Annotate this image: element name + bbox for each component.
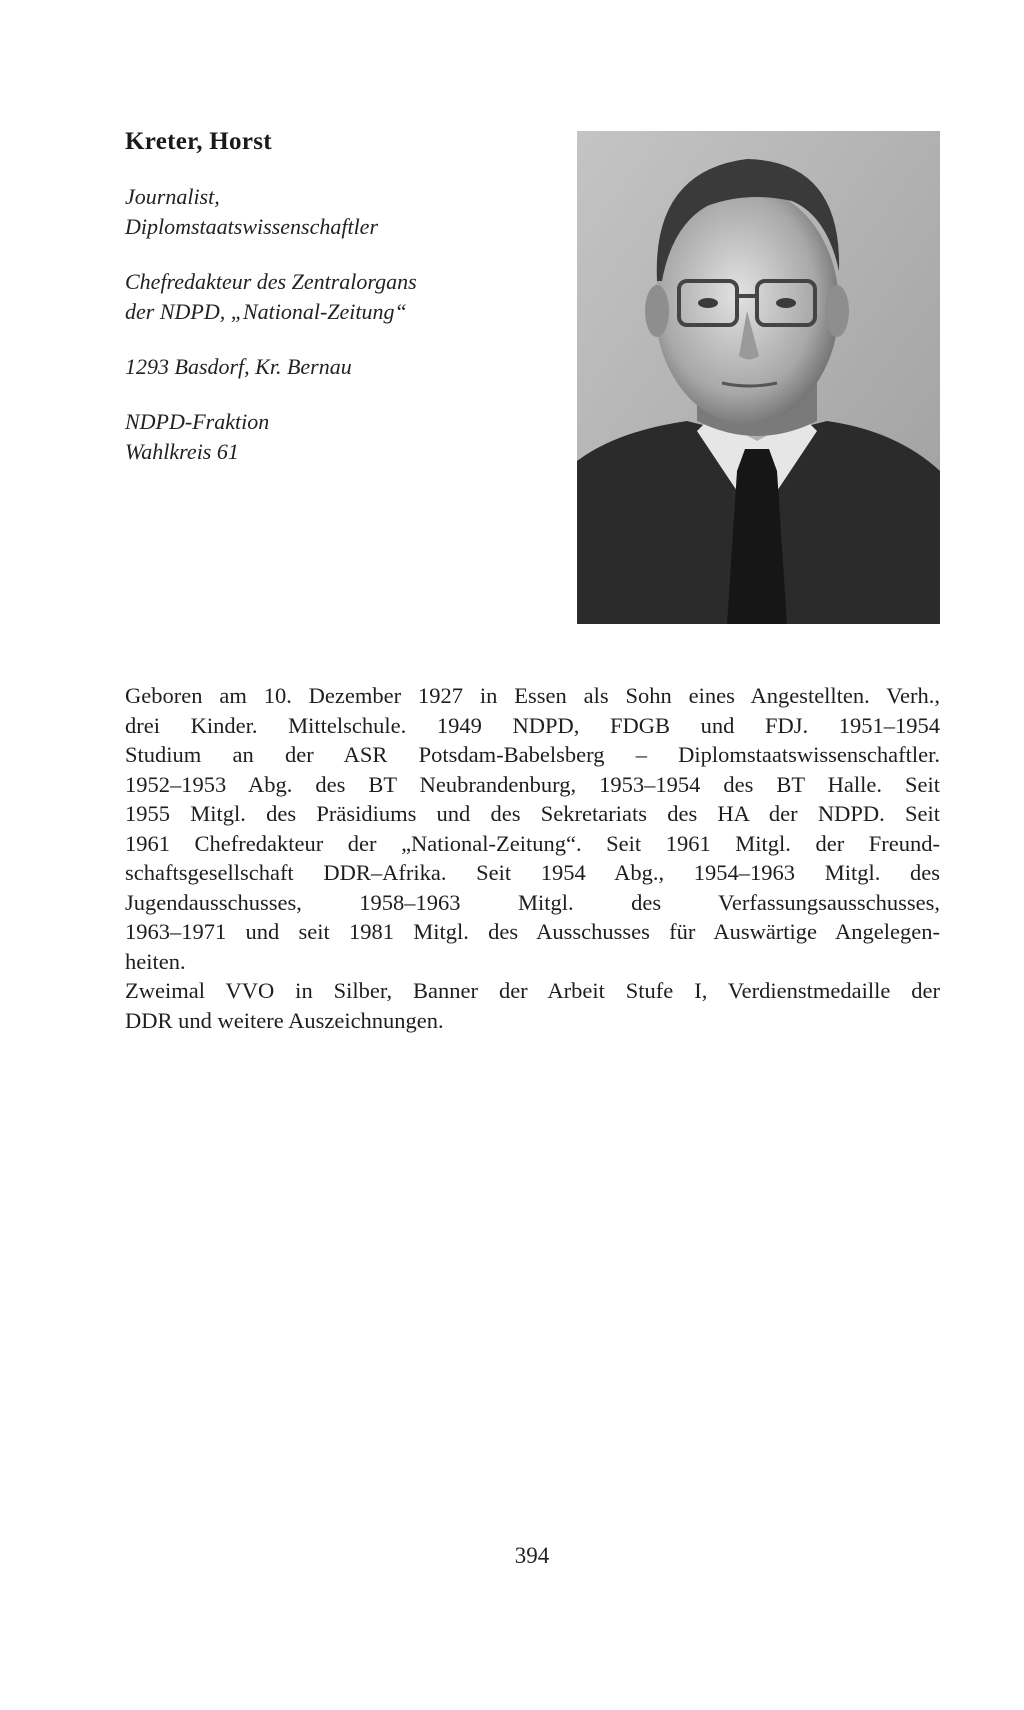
address-line: 1293 Basdorf, Kr. Bernau — [125, 354, 352, 379]
awards-line: Zweimal VVO in Silber, Banner der Arbeit Stufe I, Verdienstmedaille der — [125, 978, 940, 1003]
biography-line: heiten. — [125, 948, 186, 974]
biography-line: drei Kinder. Mittelschule. 1949 NDPD, FDGB und FDJ. 1951–1954 — [125, 712, 940, 738]
person-name: Kreter, Horst — [125, 128, 272, 155]
biography-line: 1963–1971 und seit 1981 Mitgl. des Ausschusses für Auswärtige Angelegen- — [125, 919, 940, 944]
biography-line: schaftsgesellschaft DDR–Afrika. Seit 1954 Abg., 1954–1963 Mitgl. des — [125, 860, 940, 885]
position — [125, 267, 565, 327]
portrait-photo — [577, 131, 940, 624]
faction-line: Wahlkreis 61 — [125, 439, 239, 464]
person-details — [125, 182, 565, 492]
awards-line: DDR und weitere Auszeichnungen. — [125, 1007, 444, 1033]
faction-line: NDPD-Fraktion — [125, 409, 270, 434]
biography-line: Geboren am 10. Dezember 1927 in Essen als Sohn eines Angestellten. Verh., — [125, 683, 940, 708]
biography-line: 1961 Chefredakteur der „National-Zeitung“. Seit 1961 Mitgl. der Freund- — [125, 830, 940, 856]
biography-line: Jugendausschusses, 1958–1963 Mitgl. des Verfassungsausschusses, — [125, 889, 940, 915]
position-line: der NDPD, „National-Zeitung“ — [125, 299, 407, 324]
biography — [125, 681, 940, 1035]
profession-line: Journalist, — [125, 184, 220, 209]
biography-line: Studium an der ASR Potsdam-Babelsberg – Diplomstaatswissenschaftler. — [125, 742, 940, 767]
portrait-illustration — [577, 131, 940, 624]
profession — [125, 182, 565, 242]
faction — [125, 407, 565, 467]
biography-line: 1955 Mitgl. des Präsidiums und des Sekretariats des HA der NDPD. Seit — [125, 801, 940, 826]
address — [125, 352, 565, 382]
page-number: 394 — [514, 1543, 550, 1568]
biography-line: 1952–1953 Abg. des BT Neubrandenburg, 1953–1954 des BT Halle. Seit — [125, 771, 940, 797]
awards-paragraph — [125, 976, 940, 1035]
position-line: Chefredakteur des Zentralorgans — [125, 269, 417, 294]
biography-paragraph — [125, 681, 940, 976]
profession-line: Diplomstaatswissenschaftler — [125, 214, 379, 239]
